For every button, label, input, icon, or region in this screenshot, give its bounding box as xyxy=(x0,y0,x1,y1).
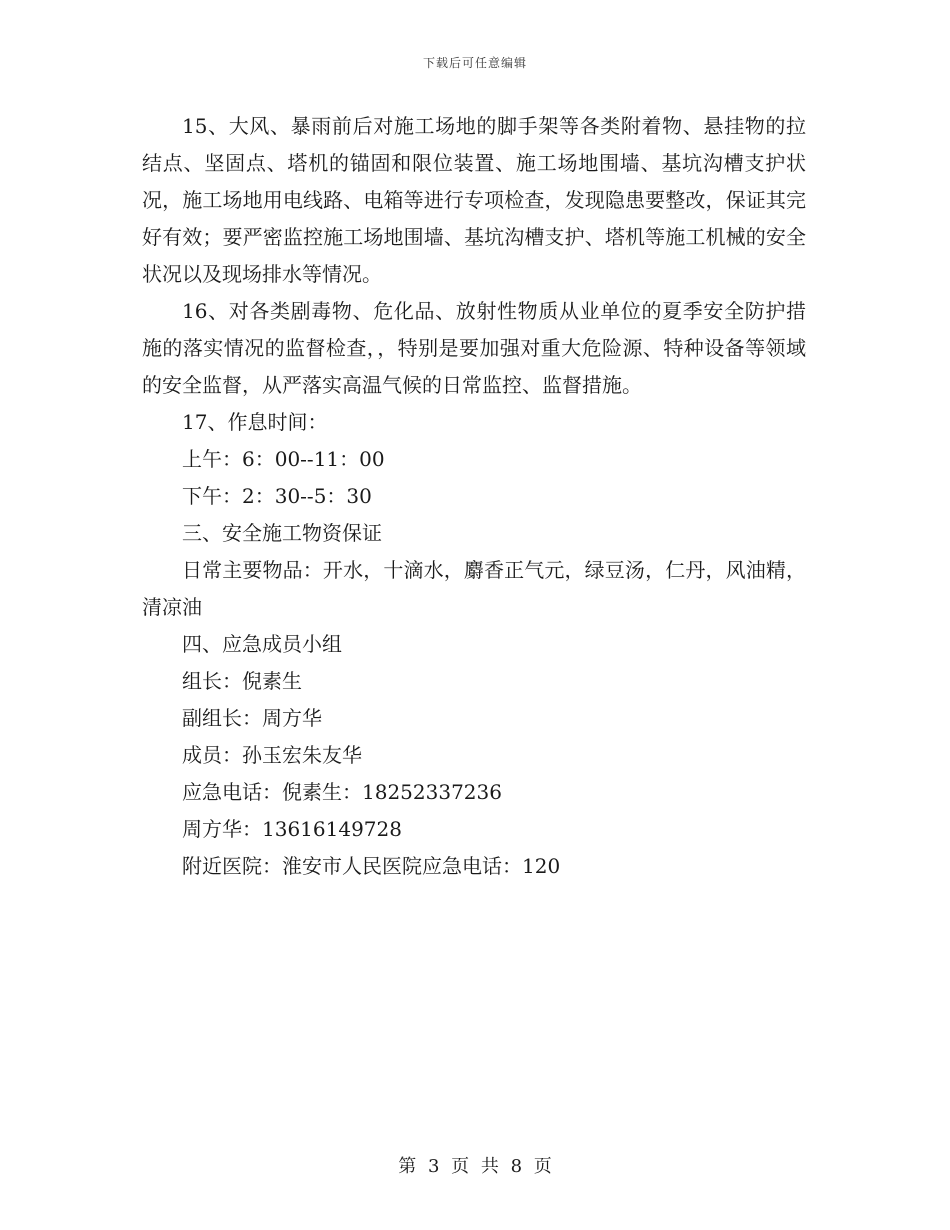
schedule-morning: 上午：6：00--11：00 xyxy=(182,447,385,471)
team-leader: 组长：倪素生 xyxy=(182,669,302,693)
page-header: 下载后可任意编辑 xyxy=(422,56,527,70)
emergency-phone-2: 周方华：13616149728 xyxy=(182,817,402,841)
schedule-afternoon: 下午：2：30--5：30 xyxy=(182,484,372,508)
paragraph-item-16: 16、对各类剧毒物、危化品、放射性物质从业单位的夏季安全防护措施的落实情况的监督检查，，特别是要加强对重大危险源、特种设备等领域的安全监督，从严落实高温气候的日常监控、监督措施。 xyxy=(142,299,806,397)
nearby-hospital: 附近医院：淮安市人民医院应急电话：120 xyxy=(182,854,561,878)
page-number: 第 3 页 共 8 页 xyxy=(398,1156,552,1177)
team-members: 成员：孙玉宏朱友华 xyxy=(182,743,362,767)
section-heading-supplies: 三、安全施工物资保证 xyxy=(182,521,382,545)
document-body xyxy=(142,108,806,885)
paragraph-item-15: 15、大风、暴雨前后对施工场地的脚手架等各类附着物、悬挂物的拉结点、坚固点、塔机的锚固和限位装置、施工场地围墙、基坑沟槽支护状况，施工场地用电线路、电箱等进行专项检查，发现隐患要整改，保证其完好有效；要严密监控施工场地围墙、基坑沟槽支护、塔机等施工机械的安全状况以及现场排水等情况。 xyxy=(142,114,806,286)
team-deputy-leader: 副组长：周方华 xyxy=(182,706,322,730)
supplies-list: 日常主要物品：开水，十滴水，麝香正气元，绿豆汤，仁丹，风油精，清凉油 xyxy=(142,558,806,619)
section-heading-emergency-team: 四、应急成员小组 xyxy=(182,632,342,656)
paragraph-item-17: 17、作息时间： xyxy=(182,410,328,434)
emergency-phone-1: 应急电话：倪素生：18252337236 xyxy=(182,780,502,804)
